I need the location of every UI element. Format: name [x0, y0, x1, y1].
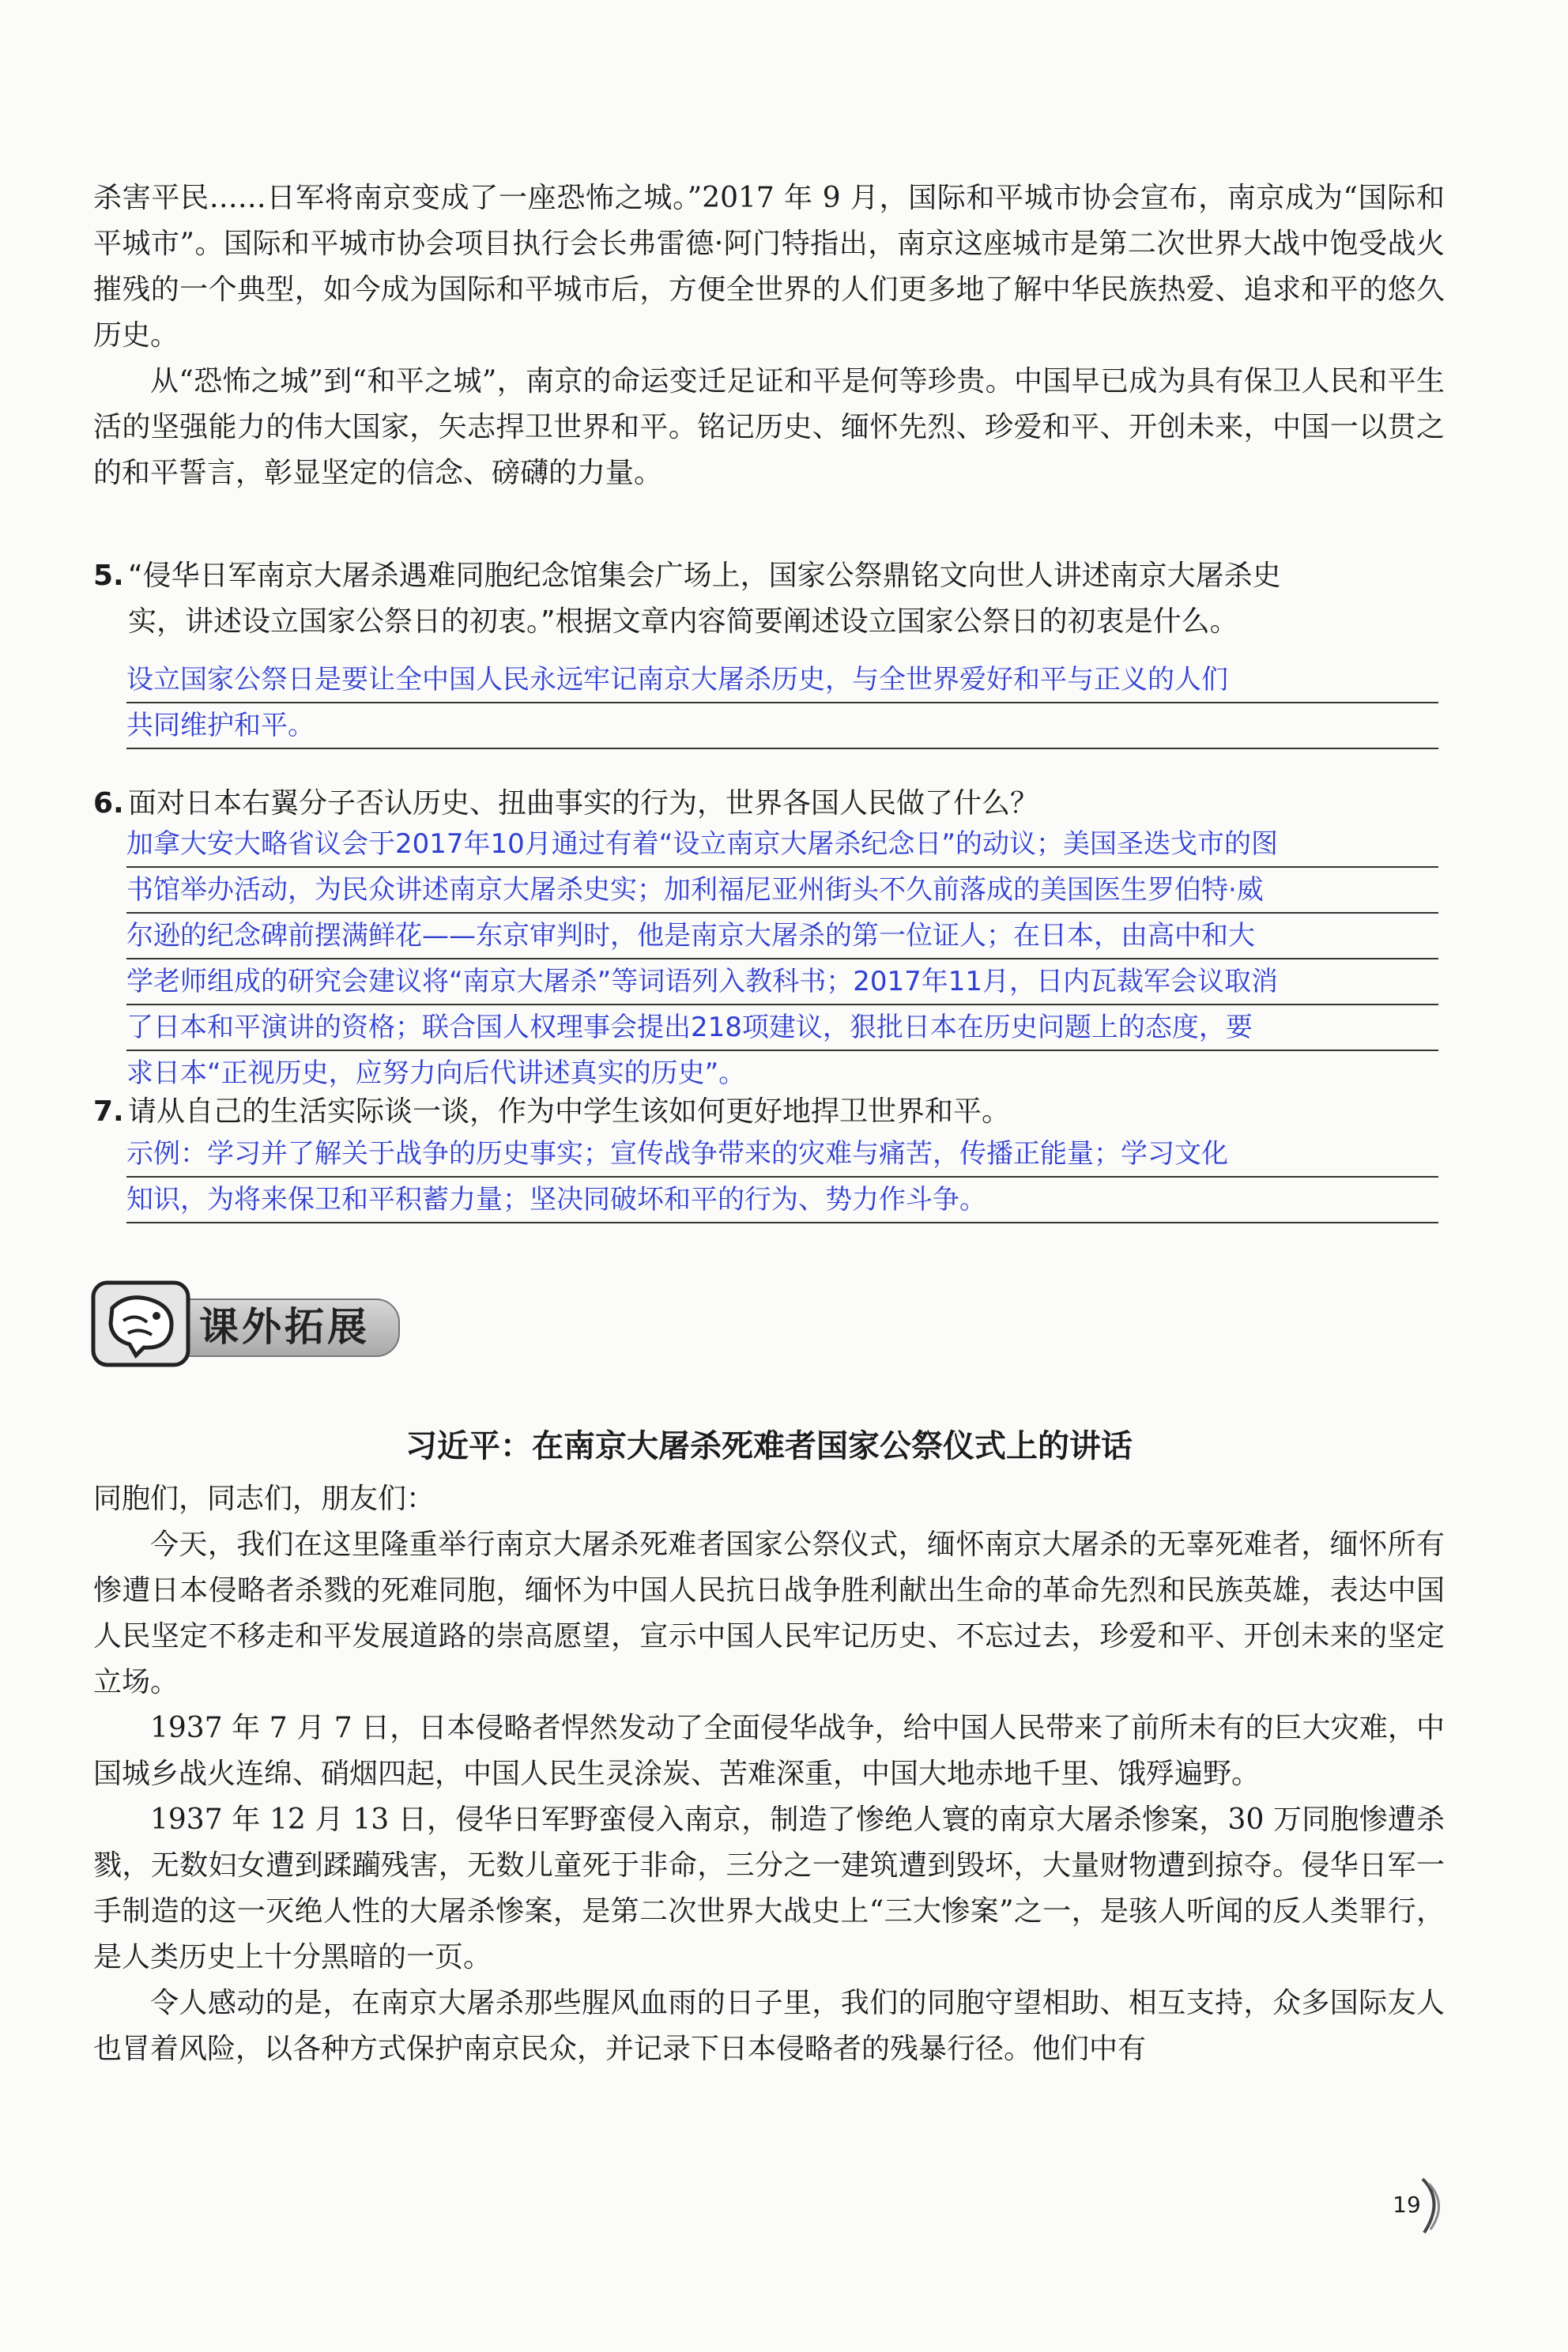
answer-7	[126, 1132, 1438, 1223]
question-text: “侵华日军南京大屠杀遇难同胞纪念馆集会广场上，国家公祭鼎铭文向世人讲述南京大屠杀史	[128, 560, 1281, 592]
answer-5	[126, 658, 1438, 749]
answer-line: 求日本“正视历史，应努力向后代讲述真实的历史”。	[126, 1057, 746, 1089]
article-title: 习近平：在南京大屠杀死难者国家公祭仪式上的讲话	[405, 1428, 1133, 1464]
answer-line: 书馆举办活动，为民众讲述南京大屠杀史实；加利福尼亚州街头不久前落成的美国医生罗伯特·威	[126, 868, 1438, 914]
page-number: 19	[1393, 2192, 1421, 2218]
paragraph: 1937 年 12 月 13 日，侵华日军野蛮侵入南京，制造了惨绝人寰的南京大屠杀惨案，30 万同胞惨遭杀戮，无数妇女遭到蹂躏残害，无数儿童死于非命，三分之一建筑遭到毁坏，大量财物遭到掠夺。侵华日军一手制造的这一灭绝人性的大屠杀惨案，是第二次世界大战史上“三大惨案”之一，是骇人听闻的反人类罪行，是人类历史上十分黑暗的一页。	[93, 1804, 1445, 1973]
question-text: 请从自己的生活实际谈一谈，作为中学生该如何更好地捍卫世界和平。	[128, 1095, 1011, 1128]
article-body	[93, 1476, 1445, 2072]
paragraph: 杀害平民……日军将南京变成了一座恐怖之城。”2017 年 9 月，国际和平城市协会宣布，南京成为“国际和平城市”。国际和平城市协会项目执行会长弗雷德·阿门特指出，南京这座城市是第二次世界大战中饱受战火摧残的一个典型，如今成为国际和平城市后，方便全世界的人们更多地了解中华民族热爱、追求和平的悠久历史。	[93, 182, 1445, 352]
section-title: 课外拓展	[199, 1304, 370, 1350]
answer-line: 共同维护和平。	[126, 703, 1438, 749]
answer-line: 尔逊的纪念碑前摆满鲜花——东京审判时，他是南京大屠杀的第一位证人；在日本，由高中和大	[126, 914, 1438, 959]
elephant-emblem-icon	[89, 1276, 199, 1371]
salutation: 同胞们，同志们，朋友们：	[93, 1483, 435, 1515]
answer-line: 了日本和平演讲的资格；联合国人权理事会提出218项建议，狠批日本在历史问题上的态度，要	[126, 1005, 1438, 1051]
question-number: 7.	[93, 1095, 124, 1128]
question-text: 面对日本右翼分子否认历史、扭曲事实的行为，世界各国人民做了什么？	[128, 787, 1039, 820]
question-7	[93, 1089, 1445, 1135]
answer-line: 加拿大安大略省议会于2017年10月通过有着“设立南京大屠杀纪念日”的动议；美国圣迭戈市的图	[126, 822, 1438, 868]
paragraph: 今天，我们在这里隆重举行南京大屠杀死难者国家公祭仪式，缅怀南京大屠杀的无辜死难者，缅怀所有惨遭日本侵略者杀戮的死难同胞，缅怀为中国人民抗日战争胜利献出生命的革命先烈和民族英雄，表达中国人民坚定不移走和平发展道路的崇高愿望，宣示中国人民牢记历史、不忘过去，珍爱和平、开创未来的坚定立场。	[93, 1528, 1445, 1698]
question-6	[93, 781, 1445, 827]
question-number: 6.	[93, 787, 124, 820]
paragraph: 1937 年 7 月 7 日，日本侵略者悍然发动了全面侵华战争，给中国人民带来了前所未有的巨大灾难，中国城乡战火连绵、硝烟四起，中国人民生灵涂炭、苦难深重，中国大地赤地千里、饿殍遍野。	[93, 1712, 1445, 1790]
answer-line: 学老师组成的研究会建议将“南京大屠杀”等词语列入教科书；2017年11月，日内瓦裁军会议取消	[126, 959, 1438, 1005]
paragraph: 从“恐怖之城”到“和平之城”，南京的命运变迁足证和平是何等珍贵。中国早已成为具有保卫人民和平生活的坚强能力的伟大国家，矢志捍卫世界和平。铭记历史、缅怀先烈、珍爱和平、开创未来，中国一以贯之的和平誓言，彰显坚定的信念、磅礴的力量。	[93, 365, 1445, 489]
paragraph: 令人感动的是，在南京大屠杀那些腥风血雨的日子里，我们的同胞守望相助、相互支持，众多国际友人也冒着风险，以各种方式保护南京民众，并记录下日本侵略者的残暴行径。他们中有	[93, 1987, 1445, 2065]
question-text: 实，讲述设立国家公祭日的初衷。”根据文章内容简要阐述设立国家公祭日的初衷是什么。	[128, 605, 1238, 638]
question-number: 5.	[93, 560, 124, 592]
answer-6	[126, 822, 1438, 1095]
answer-line: 设立国家公祭日是要让全中国人民永远牢记南京大屠杀历史，与全世界爱好和平与正义的人们	[126, 658, 1438, 703]
question-5	[93, 553, 1445, 645]
section-badge	[89, 1276, 413, 1371]
answer-line: 示例：学习并了解关于战争的历史事实；宣传战争带来的灾难与痛苦，传播正能量；学习文化	[126, 1132, 1438, 1178]
top-text-block	[93, 175, 1445, 496]
answer-line: 知识，为将来保卫和平积蓄力量；坚决同破坏和平的行为、势力作斗争。	[126, 1178, 1438, 1223]
